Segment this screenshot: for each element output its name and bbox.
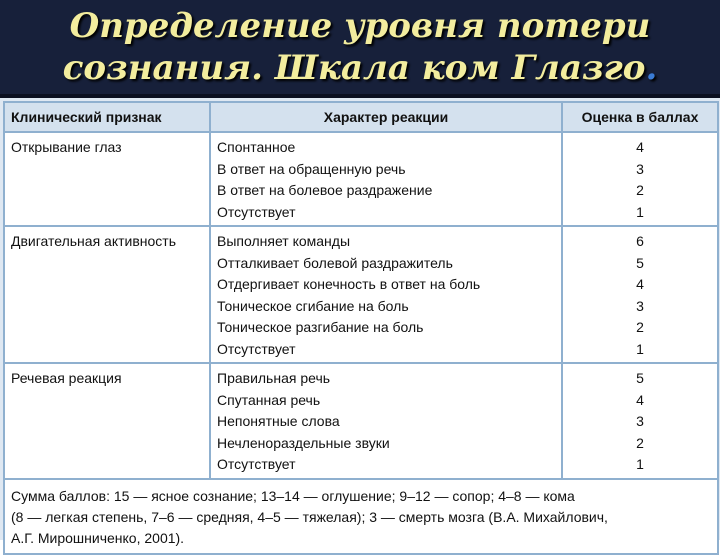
sign-verbal-response: Речевая реакция [4,363,210,479]
reactions-verbal-response [210,363,562,479]
reaction-item: Отталкивает болевой раздражитель [217,254,453,271]
summary-line: Сумма баллов: 15 — ясное сознание; 13–14 — оглушение; 9–12 — сопор; 4–8 — кома [11,487,575,504]
score-item: 2 [636,319,644,335]
reaction-item: Тоническое сгибание на боль [217,297,409,314]
score-summary [4,479,718,554]
scores-motor-activity [562,226,718,363]
reaction-item: Отсутствует [217,203,296,220]
score-item: 4 [636,391,644,408]
slide-title-line-2 [63,47,658,89]
score-item: 4 [636,139,644,155]
table-row-motor-activity [4,226,718,363]
reaction-item: Отсутствует [217,456,296,472]
reaction-item: Отсутствует [217,340,296,357]
score-item: 3 [636,413,644,429]
reaction-item: Выполняет команды [217,233,351,249]
reaction-item: Тоническое разгибание на боль [217,319,424,335]
table-row-eye-opening [4,132,718,226]
reactions-motor-activity [210,226,562,363]
summary-line: (8 — легкая степень, 7–6 — средняя, 4–5 — тяжелая); 3 — смерть мозга (В.А. Михайлович, [11,508,608,525]
reaction-item: Правильная речь [217,370,331,386]
score-item: 2 [636,434,644,451]
slide-title-line-1: Определение уровня потери [69,6,651,46]
table-summary-row [4,479,718,554]
score-item: 5 [636,370,644,386]
score-item: 3 [636,160,644,177]
scores-verbal-response [562,363,718,479]
sign-motor-activity: Двигательная активность [4,226,210,363]
table-header-row [4,102,718,132]
slide-title-line-2-text: сознания. Шкала ком Глазго [62,48,646,88]
score-item: 4 [636,276,644,292]
score-item: 3 [636,297,644,314]
header-clinical-sign: Клинический признак [4,102,210,132]
reaction-item: Спутанная речь [217,391,321,408]
score-item: 5 [636,254,644,271]
reaction-item: Спонтанное [217,139,296,155]
scores-eye-opening [562,132,718,226]
slide-title-band [0,0,720,98]
table-row-verbal-response [4,363,718,479]
header-score: Оценка в баллах [562,102,718,132]
reaction-item: Нечленораздельные звуки [217,434,390,451]
sign-eye-opening: Открывание глаз [4,132,210,226]
reaction-item: В ответ на обращенную речь [217,160,406,177]
reaction-item: Отдергивает конечность в ответ на боль [217,276,481,292]
score-item: 6 [636,233,644,249]
header-reaction: Характер реакции [210,102,562,132]
score-item: 1 [636,456,644,472]
score-item: 1 [636,203,644,220]
slide-title-dot: . [645,48,658,88]
reaction-item: Непонятные слова [217,413,340,429]
reaction-item: В ответ на болевое раздражение [217,182,433,198]
reactions-eye-opening [210,132,562,226]
glasgow-coma-scale-table [3,101,719,555]
summary-line: А.Г. Мирошниченко, 2001). [11,529,185,546]
score-item: 2 [636,182,644,198]
score-item: 1 [636,340,644,357]
